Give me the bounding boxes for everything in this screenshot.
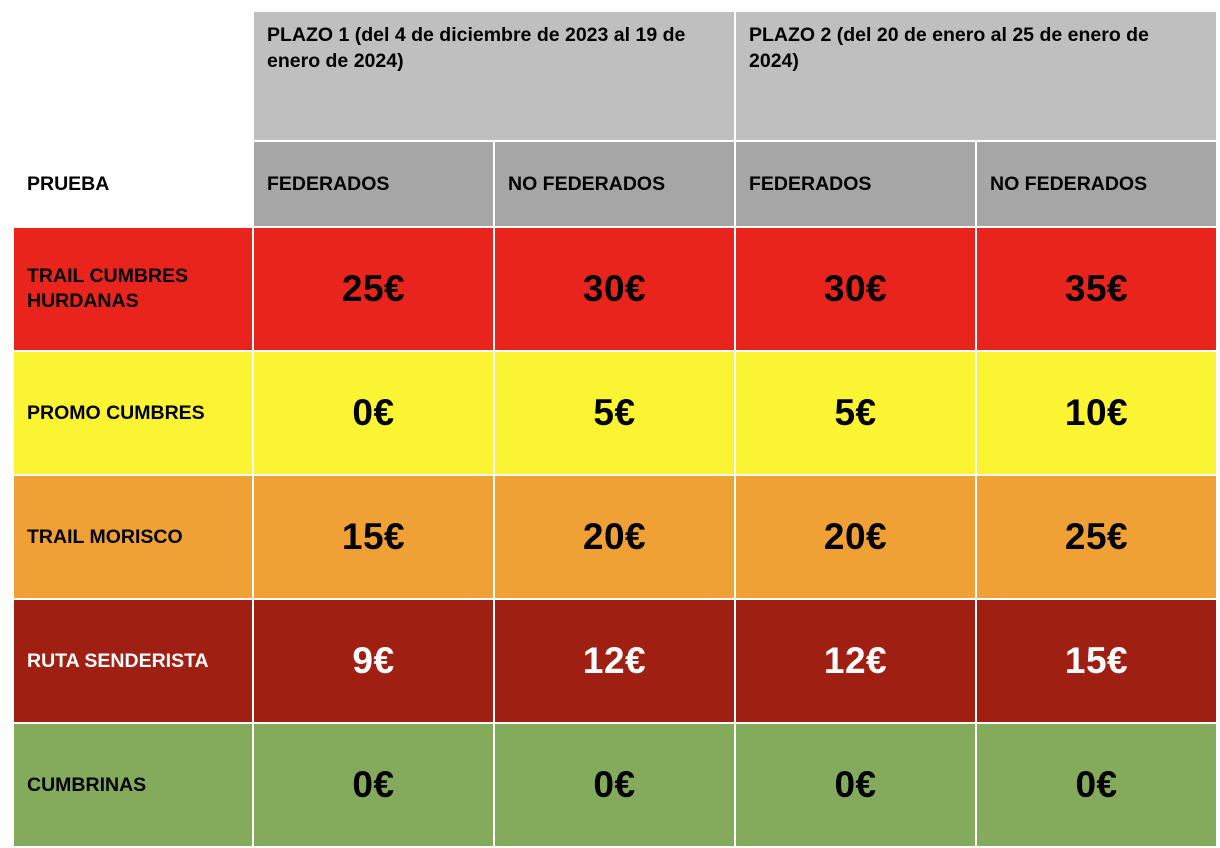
row-label-cumbrinas: CUMBRINAS (14, 724, 252, 846)
header-plazo2-no-federados: NO FEDERADOS (977, 142, 1216, 226)
table-corner-cell (14, 12, 252, 140)
price-cell: 20€ (736, 476, 975, 598)
table-row (14, 476, 1216, 598)
price-cell: 0€ (977, 724, 1216, 846)
table-header-row-periods (14, 12, 1216, 140)
price-cell: 35€ (977, 228, 1216, 350)
row-label-trail-cumbres-hurdanas: TRAIL CUMBRES HURDANAS (14, 228, 252, 350)
table-row (14, 352, 1216, 474)
header-plazo-1: PLAZO 1 (del 4 de diciembre de 2023 al 19 de enero de 2024) (254, 12, 734, 140)
price-cell: 0€ (495, 724, 734, 846)
header-plazo1-no-federados: NO FEDERADOS (495, 142, 734, 226)
header-plazo2-federados: FEDERADOS (736, 142, 975, 226)
price-cell: 25€ (254, 228, 493, 350)
table-row (14, 600, 1216, 722)
header-plazo-2: PLAZO 2 (del 20 de enero al 25 de enero de 2024) (736, 12, 1216, 140)
table-header-row-categories (14, 142, 1216, 226)
price-cell: 0€ (736, 724, 975, 846)
price-cell: 25€ (977, 476, 1216, 598)
price-cell: 9€ (254, 600, 493, 722)
header-prueba: PRUEBA (14, 142, 252, 226)
price-cell: 10€ (977, 352, 1216, 474)
table-row (14, 228, 1216, 350)
table-row (14, 724, 1216, 846)
price-cell: 12€ (495, 600, 734, 722)
row-label-ruta-senderista: RUTA SENDERISTA (14, 600, 252, 722)
price-cell: 20€ (495, 476, 734, 598)
registration-fees-table (12, 10, 1218, 848)
price-cell: 0€ (254, 352, 493, 474)
price-cell: 5€ (736, 352, 975, 474)
price-cell: 30€ (736, 228, 975, 350)
price-cell: 15€ (977, 600, 1216, 722)
price-cell: 15€ (254, 476, 493, 598)
price-cell: 30€ (495, 228, 734, 350)
row-label-promo-cumbres: PROMO CUMBRES (14, 352, 252, 474)
row-label-trail-morisco: TRAIL MORISCO (14, 476, 252, 598)
price-cell: 5€ (495, 352, 734, 474)
header-plazo1-federados: FEDERADOS (254, 142, 493, 226)
price-cell: 12€ (736, 600, 975, 722)
price-cell: 0€ (254, 724, 493, 846)
